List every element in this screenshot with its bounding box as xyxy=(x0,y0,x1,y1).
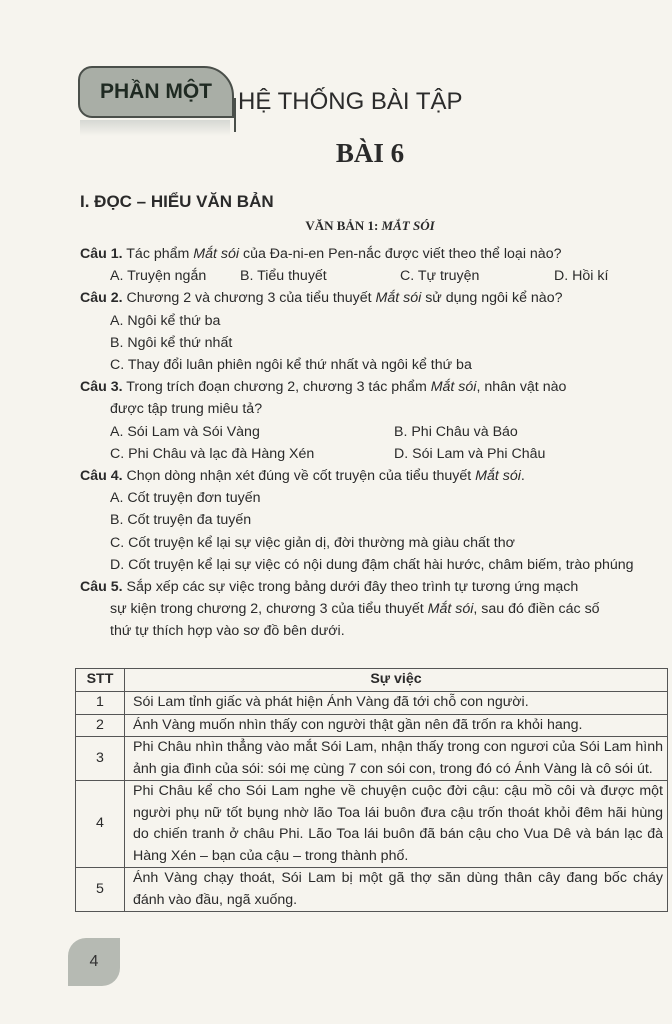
question-3 xyxy=(80,376,646,420)
table-row xyxy=(76,714,668,737)
page-number: 4 xyxy=(68,938,120,986)
option: A. Sói Lam và Sói Vàng xyxy=(110,423,260,440)
question-text: của Đa-ni-en Pen-nắc được viết theo thể loại nào? xyxy=(239,246,562,262)
question-text: Tác phẩm xyxy=(126,246,194,262)
option: D. Sói Lam và Phi Châu xyxy=(394,445,546,462)
header-stt: STT xyxy=(76,669,125,692)
text-title-name: MẮT SÓI xyxy=(381,218,435,233)
question-3-options xyxy=(80,421,646,443)
table-row xyxy=(76,781,668,868)
option: C. Thay đổi luân phiên ngôi kể thứ nhất và ngôi kể thứ ba xyxy=(110,357,472,374)
option: B. Phi Châu và Báo xyxy=(394,423,518,440)
option: D. Hồi kí xyxy=(554,268,609,285)
option: B. Tiểu thuyết xyxy=(240,268,327,285)
row-number: 3 xyxy=(76,737,125,781)
question-label: Câu 5. xyxy=(80,579,123,596)
option: A. Cốt truyện đơn tuyến xyxy=(110,490,261,507)
row-event: Phi Châu nhìn thẳng vào mắt Sói Lam, nhận thấy trong con ngươi của Sói Lam hình ảnh gia đình của sói: sói mẹ cùng 7 con sói con, trong đó có Ánh Vàng là cô sói út. xyxy=(125,737,668,781)
question-text: , sau đó điền các số xyxy=(473,601,600,618)
lesson-title: BÀI 6 xyxy=(335,138,405,168)
question-title-italic: Mắt sói xyxy=(193,246,240,262)
question-1-options xyxy=(80,265,646,287)
question-text: Chương 2 và chương 3 của tiểu thuyết xyxy=(126,290,376,307)
row-number: 1 xyxy=(76,692,125,715)
question-text: được tập trung miêu tả? xyxy=(110,401,263,418)
question-title-italic: Mắt sói xyxy=(427,601,474,618)
question-label: Câu 3. xyxy=(80,379,123,396)
header-event: Sự việc xyxy=(125,669,668,692)
question-label: Câu 1. xyxy=(80,246,123,262)
part-label-shadow xyxy=(80,120,230,136)
question-text: thứ tự thích hợp vào sơ đồ bên dưới. xyxy=(110,623,345,640)
question-label: Câu 4. xyxy=(80,468,123,485)
question-text-line xyxy=(80,598,646,620)
row-event: Sói Lam tỉnh giấc và phát hiện Ánh Vàng đã tới chỗ con người. xyxy=(125,692,668,715)
question-text: sử dụng ngôi kể nào? xyxy=(421,290,563,307)
part-title: HỆ THỐNG BÀI TẬP xyxy=(238,88,463,115)
text-title-prefix: VĂN BẢN 1: xyxy=(305,218,382,233)
question-title-italic: Mắt sói xyxy=(430,379,477,396)
question-text: . xyxy=(520,468,525,485)
events-table xyxy=(75,668,668,912)
table-header xyxy=(76,669,668,692)
option: B. Cốt truyện đa tuyến xyxy=(110,512,252,529)
part-label: PHẦN MỘT xyxy=(78,66,234,118)
question-3-options xyxy=(80,443,646,465)
question-2 xyxy=(80,287,646,309)
option: C. Phi Châu và lạc đà Hàng Xén xyxy=(110,445,315,462)
row-number: 4 xyxy=(76,781,125,868)
questions xyxy=(80,243,646,643)
question-text: sự kiện trong chương 2, chương 3 của tiểu thuyết xyxy=(110,601,428,618)
option: A. Truyện ngắn xyxy=(110,268,207,285)
divider xyxy=(234,98,236,132)
table-row xyxy=(76,692,668,715)
text-title xyxy=(0,218,672,234)
question-4 xyxy=(80,465,646,487)
question-title-italic: Mắt sói xyxy=(375,290,422,307)
row-number: 5 xyxy=(76,868,125,912)
question-text: Chọn dòng nhận xét đúng về cốt truyện của tiểu thuyết xyxy=(126,468,476,485)
question-text: , nhân vật nào xyxy=(476,379,567,396)
row-event: Ánh Vàng muốn nhìn thấy con người thật gần nên đã trốn ra khỏi hang. xyxy=(125,714,668,737)
question-5 xyxy=(80,576,646,643)
option: A. Ngôi kể thứ ba xyxy=(110,312,221,329)
question-title-italic: Mắt sói xyxy=(475,468,521,485)
table-row xyxy=(76,868,668,912)
question-label: Câu 2. xyxy=(80,290,123,307)
question-1 xyxy=(80,243,646,265)
option: D. Cốt truyện kể lại sự việc có nội dung đậm chất hài hước, châm biếm, trào phúng xyxy=(110,556,634,573)
option: B. Ngôi kể thứ nhất xyxy=(110,334,233,351)
row-event: Phi Châu kể cho Sói Lam nghe về chuyện cuộc đời cậu: cậu mồ côi và được một người phụ nữ tốt bụng nhờ lão Toa lái buôn đưa cậu trốn thoát khỏi đêm hãi hùng do chiến tranh ở châu Phi. Lão Toa lái buôn đã bán cậu cho Vua Dê và bán lạc đà Hàng Xén – bạn của cậu – trong thành phố. xyxy=(125,781,668,868)
table-row xyxy=(76,737,668,781)
question-text: Trong trích đoạn chương 2, chương 3 tác phẩm xyxy=(126,379,431,396)
section-title: I. ĐỌC – HIỂU VĂN BẢN xyxy=(80,192,274,211)
option: C. Cốt truyện kể lại sự việc giản dị, đời thường mà giàu chất thơ xyxy=(110,534,515,551)
question-text: Sắp xếp các sự việc trong bảng dưới đây theo trình tự tương ứng mạch xyxy=(126,579,579,596)
option: C. Tự truyện xyxy=(400,268,480,285)
row-event: Ánh Vàng chạy thoát, Sói Lam bị một gã thợ săn dùng thân cây đang bốc cháy đánh vào đầu, ngã xuống. xyxy=(125,868,668,912)
row-number: 2 xyxy=(76,714,125,737)
